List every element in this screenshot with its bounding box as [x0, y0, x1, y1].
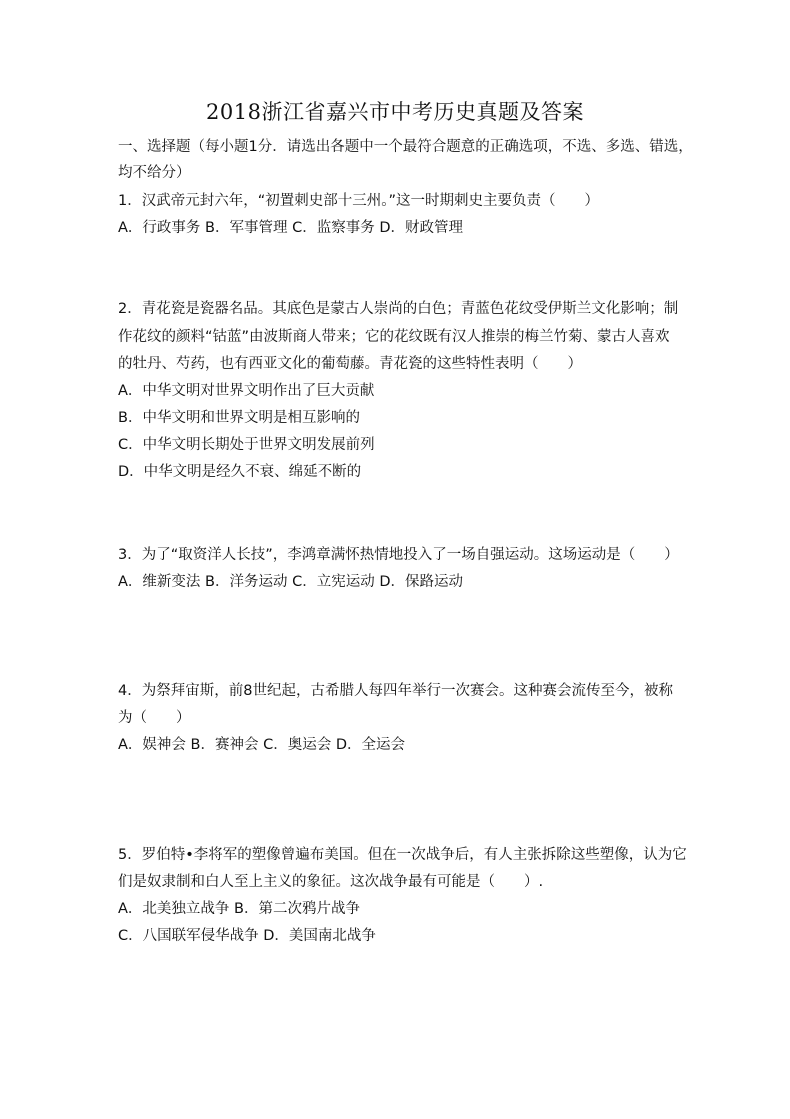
section-heading-line-1: 一、选择题（每小题1分．请选出各题中一个最符合题意的正确选项，不选、多选、错选，	[118, 139, 693, 155]
question-4-stem-line-2: 为（ ）	[118, 710, 191, 726]
document-title: 2018浙江省嘉兴市中考历史真题及答案	[206, 100, 584, 124]
question-3-options: A．维新变法 B．洋务运动 C．立宪运动 D．保路运动	[118, 574, 463, 590]
question-2-option-d: D．中华文明是经久不衰、绵延不断的	[118, 464, 362, 480]
question-4-options: A．娱神会 B．赛神会 C．奥运会 D．全运会	[118, 737, 405, 753]
question-2-option-b: B．中华文明和世界文明是相互影响的	[118, 410, 360, 426]
question-1-options: A．行政事务 B．军事管理 C．监察事务 D．财政管理	[118, 220, 463, 236]
question-5-stem-line-1: 5．罗伯特•李将军的塑像曾遍布美国。但在一次战争后，有人主张拆除这些塑像，认为它	[118, 847, 687, 863]
question-3-stem-line-1: 3．为了“取资洋人长技”，李鸿章满怀热情地投入了一场自强运动。这场运动是（ ）	[118, 547, 679, 563]
question-2-stem-line-3: 的牡丹、芍药，也有西亚文化的葡萄藤。青花瓷的这些特性表明（ ）	[118, 356, 582, 372]
question-5-stem-line-2: 们是奴隶制和白人至上主义的象征。这次战争最有可能是（ ）.	[118, 874, 544, 890]
question-5-options-line-2: C．八国联军侵华战争 D．美国南北战争	[118, 928, 376, 944]
question-2-stem-line-2: 作花纹的颜料“钴蓝”由波斯商人带来；它的花纹既有汉人推崇的梅兰竹菊、蒙古人喜欢	[118, 329, 670, 345]
question-1-stem-line-1: 1．汉武帝元封六年，“初置刺史部十三州。”这一时期刺史主要负责（ ）	[118, 193, 599, 209]
question-2-stem-line-1: 2．青花瓷是瓷器名品。其底色是蒙古人崇尚的白色；青蓝色花纹受伊斯兰文化影响；制	[118, 301, 679, 317]
question-5-options-line-1: A．北美独立战争 B．第二次鸦片战争	[118, 901, 360, 917]
question-4-stem-line-1: 4．为祭拜宙斯，前8世纪起，古希腊人每四年举行一次赛会。这种赛会流传至今，被称	[118, 683, 673, 699]
section-heading-line-2: 均不给分）	[118, 165, 191, 181]
question-2-option-c: C．中华文明长期处于世界文明发展前列	[118, 437, 375, 453]
question-2-option-a: A．中华文明对世界文明作出了巨大贡献	[118, 383, 375, 399]
